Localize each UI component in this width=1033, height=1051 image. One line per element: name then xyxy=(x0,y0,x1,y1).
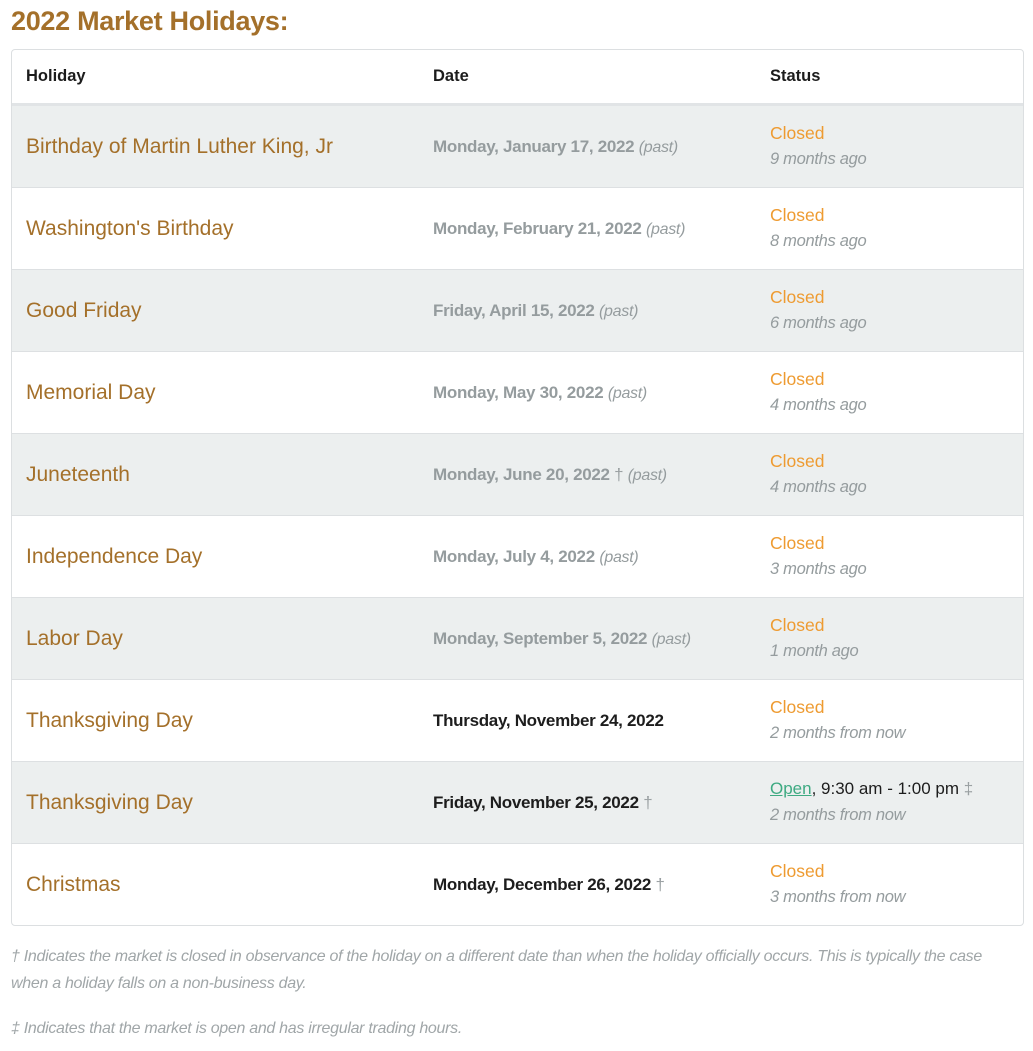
table-row xyxy=(12,352,1023,434)
relative-time: 4 months ago xyxy=(770,477,867,496)
relative-time: 3 months ago xyxy=(770,559,867,578)
holiday-cell xyxy=(12,352,419,434)
holiday-cell xyxy=(12,270,419,352)
status-cell xyxy=(756,598,1023,680)
holiday-name: Thanksgiving Day xyxy=(26,790,193,814)
status-closed: Closed xyxy=(770,368,825,389)
table-row xyxy=(12,188,1023,270)
status-line xyxy=(770,777,1009,801)
past-note: (past) xyxy=(646,220,686,238)
holiday-date xyxy=(433,875,665,894)
dagger-mark: † xyxy=(655,874,665,894)
relative-time: 4 months ago xyxy=(770,395,867,414)
status-cell xyxy=(756,680,1023,762)
footnote-double-dagger: ‡ Indicates that the market is open and has irregular trading hours. xyxy=(11,1020,462,1037)
date-text: Monday, January 17, 2022 xyxy=(433,136,635,156)
dagger-mark: † xyxy=(614,464,624,484)
date-cell xyxy=(419,434,756,516)
holiday-name: Thanksgiving Day xyxy=(26,708,193,732)
holiday-cell xyxy=(12,188,419,270)
holiday-date xyxy=(433,711,664,730)
status-cell xyxy=(756,844,1023,926)
table-row xyxy=(12,270,1023,352)
status-closed: Closed xyxy=(770,532,825,553)
table-row xyxy=(12,680,1023,762)
relative-time: 6 months ago xyxy=(770,313,867,332)
relative-time: 2 months from now xyxy=(770,805,906,824)
relative-time: 2 months from now xyxy=(770,723,906,742)
holiday-name: Memorial Day xyxy=(26,380,156,404)
past-note: (past) xyxy=(651,630,691,648)
holiday-date xyxy=(433,465,667,484)
date-text: Friday, April 15, 2022 xyxy=(433,300,595,320)
holiday-name: Good Friday xyxy=(26,298,142,322)
holiday-name: Independence Day xyxy=(26,544,203,568)
status-closed: Closed xyxy=(770,614,825,635)
date-cell xyxy=(419,188,756,270)
holiday-name: Christmas xyxy=(26,872,121,896)
status-cell xyxy=(756,352,1023,434)
status-closed: Closed xyxy=(770,450,825,471)
date-cell xyxy=(419,844,756,926)
date-text: Friday, November 25, 2022 xyxy=(433,792,639,812)
relative-time: 8 months ago xyxy=(770,231,867,250)
status-closed: Closed xyxy=(770,122,825,143)
date-cell xyxy=(419,516,756,598)
holiday-name: Labor Day xyxy=(26,626,123,650)
date-cell xyxy=(419,352,756,434)
holiday-cell xyxy=(12,844,419,926)
past-note: (past) xyxy=(627,466,667,484)
holiday-cell xyxy=(12,516,419,598)
table-header-row xyxy=(12,50,1023,105)
date-text: Monday, June 20, 2022 xyxy=(433,464,610,484)
holidays-table xyxy=(12,50,1023,925)
holiday-date xyxy=(433,793,652,812)
table-row xyxy=(12,105,1023,188)
status-cell xyxy=(756,270,1023,352)
date-cell xyxy=(419,598,756,680)
header-holiday: Holiday xyxy=(12,50,419,105)
date-text: Monday, July 4, 2022 xyxy=(433,546,595,566)
date-text: Thursday, November 24, 2022 xyxy=(433,710,664,730)
holiday-cell xyxy=(12,105,419,188)
dagger-mark: † xyxy=(643,792,653,812)
date-cell xyxy=(419,270,756,352)
past-note: (past) xyxy=(599,548,639,566)
holiday-name: Juneteenth xyxy=(26,462,130,486)
table-row xyxy=(12,844,1023,926)
date-cell xyxy=(419,680,756,762)
past-note: (past) xyxy=(607,384,647,402)
status-cell xyxy=(756,762,1023,844)
holiday-date xyxy=(433,547,638,566)
holiday-cell xyxy=(12,598,419,680)
trading-hours: , 9:30 am - 1:00 pm xyxy=(811,778,959,798)
status-cell xyxy=(756,434,1023,516)
past-note: (past) xyxy=(599,302,639,320)
holiday-date xyxy=(433,383,647,402)
status-closed: Closed xyxy=(770,204,825,225)
date-text: Monday, May 30, 2022 xyxy=(433,382,604,402)
table-row xyxy=(12,762,1023,844)
holiday-cell xyxy=(12,434,419,516)
status-open-link[interactable]: Open xyxy=(770,778,812,798)
status-cell xyxy=(756,516,1023,598)
holiday-date xyxy=(433,137,678,156)
past-note: (past) xyxy=(638,138,678,156)
status-closed: Closed xyxy=(770,286,825,307)
holidays-table-container xyxy=(11,49,1024,926)
holiday-date xyxy=(433,219,685,238)
table-row xyxy=(12,434,1023,516)
holiday-date xyxy=(433,301,638,320)
holiday-cell xyxy=(12,680,419,762)
footnote-dagger: † Indicates the market is closed in observance of the holiday on a different date than when the holiday officially occurs. This is typically the case when a holiday falls on a non-business day. xyxy=(11,948,982,992)
status-closed: Closed xyxy=(770,860,825,881)
date-cell xyxy=(419,762,756,844)
status-closed: Closed xyxy=(770,696,825,717)
holiday-name: Birthday of Martin Luther King, Jr xyxy=(26,134,333,158)
header-date: Date xyxy=(419,50,756,105)
header-status: Status xyxy=(756,50,1023,105)
status-cell xyxy=(756,188,1023,270)
status-cell xyxy=(756,105,1023,188)
table-row xyxy=(12,598,1023,680)
holiday-date xyxy=(433,629,691,648)
date-text: Monday, September 5, 2022 xyxy=(433,628,648,648)
relative-time: 3 months from now xyxy=(770,887,906,906)
table-row xyxy=(12,516,1023,598)
double-dagger-mark: ‡ xyxy=(963,778,974,798)
page-title: 2022 Market Holidays: xyxy=(11,6,289,36)
holiday-cell xyxy=(12,762,419,844)
date-text: Monday, December 26, 2022 xyxy=(433,874,652,894)
holiday-name: Washington's Birthday xyxy=(26,216,234,240)
date-cell xyxy=(419,105,756,188)
date-text: Monday, February 21, 2022 xyxy=(433,218,642,238)
relative-time: 9 months ago xyxy=(770,149,867,168)
relative-time: 1 month ago xyxy=(770,641,859,660)
